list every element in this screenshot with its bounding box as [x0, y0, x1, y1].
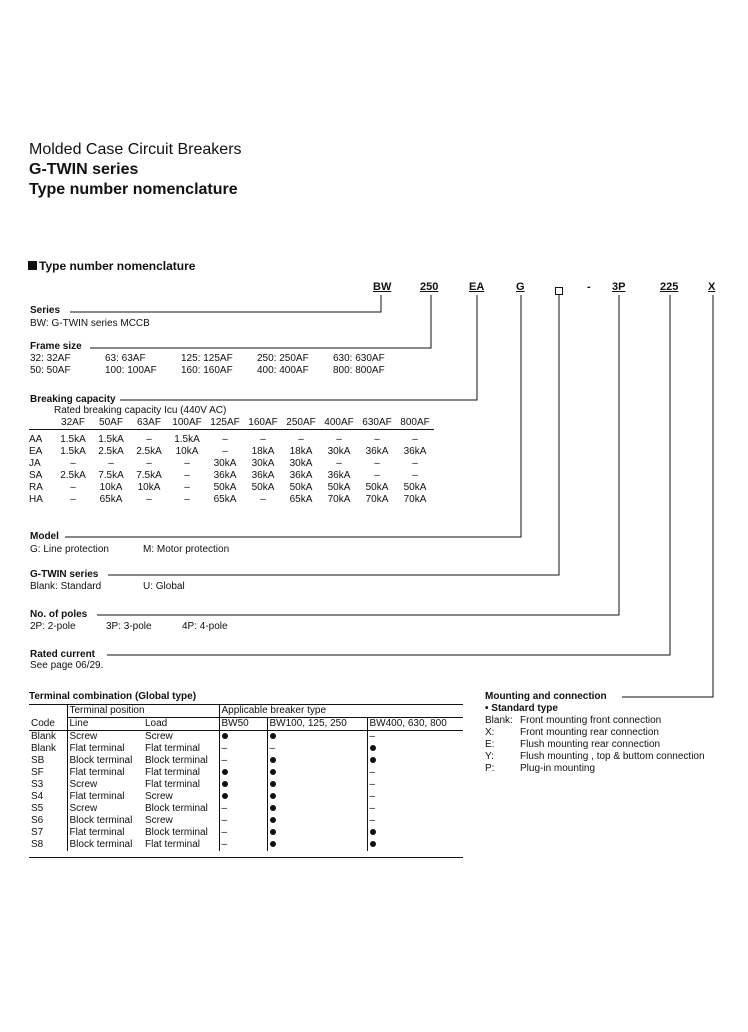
cell-code: S6 [31, 815, 44, 826]
col-header: 630AF [362, 417, 392, 428]
bw50-header: BW50 [219, 718, 267, 731]
applicable-dot-icon [267, 803, 367, 815]
model-option-m: M: Motor protection [143, 544, 230, 555]
poles-label: No. of poles [30, 609, 88, 620]
table-row [29, 827, 463, 839]
breaking-capacity-label: Breaking capacity [30, 394, 116, 405]
table-row: HA – 65kA – – 65kA – 65kA 70kA 70kA 70kA [29, 494, 427, 505]
table-row [29, 743, 463, 755]
cell-code: S8 [31, 839, 44, 850]
col-header: 250AF [286, 417, 316, 428]
mounting-key-x: X: [485, 727, 495, 738]
applicable-dot-icon [367, 743, 463, 755]
cell-line: Flat terminal [67, 827, 143, 839]
series-title: G-TWIN series [29, 161, 139, 178]
leader-series [70, 295, 381, 312]
applicable-dot-icon [367, 827, 463, 839]
code-part-model: G [516, 281, 525, 293]
terminal-table [29, 704, 463, 851]
cell-code: Blank [31, 731, 57, 742]
applicable-dot-icon [267, 779, 367, 791]
table-row: SA 2.5kA 7.5kA 7.5kA – 36kA 36kA 36kA 36kA – – [29, 470, 418, 481]
col-header: 160AF [248, 417, 278, 428]
gtwin-option-blank: Blank: Standard [30, 581, 102, 592]
applicable-dot-icon [367, 755, 463, 767]
cell-load: Screw [145, 791, 173, 802]
cell-load: Flat terminal [145, 779, 201, 790]
dot-icon [370, 745, 376, 751]
mounting-desc-e: Flush mounting rear connection [520, 739, 661, 750]
dot-icon [222, 793, 228, 799]
poles-option-4p: 4P: 4-pole [182, 621, 228, 632]
not-applicable-mark: – [219, 839, 267, 851]
mounting-desc-x: Front mounting rear connection [520, 727, 659, 738]
dot-icon [222, 733, 228, 739]
subtitle: Type number nomenclature [29, 181, 238, 198]
applicable-dot-icon [267, 731, 367, 744]
dot-icon [270, 793, 276, 799]
table-row: AA 1.5kA 1.5kA – 1.5kA – – – – – – [29, 434, 418, 445]
mounting-subtitle: • Standard type [485, 703, 558, 714]
frame-160: 160: 160AF [181, 365, 233, 376]
cell-load: Flat terminal [145, 767, 201, 778]
code-part-frame: 250 [420, 281, 439, 293]
table-row [29, 815, 463, 827]
cell-code: SB [31, 755, 45, 766]
rated-current-desc: See page 06/29. [30, 660, 104, 671]
table-row [29, 803, 463, 815]
dot-icon [370, 757, 376, 763]
code-part-mounting: X [708, 281, 716, 293]
col-header: 400AF [324, 417, 354, 428]
not-applicable-mark: – [367, 791, 463, 803]
col-header: 50AF [99, 417, 123, 428]
dot-icon [270, 841, 276, 847]
model-option-g: G: Line protection [30, 544, 109, 555]
dot-icon [370, 841, 376, 847]
mounting-key-blank: Blank: [485, 715, 513, 726]
gtwin-option-u: U: Global [143, 581, 185, 592]
series-label: Series [30, 305, 61, 316]
table-row: JA – – – – 30kA 30kA 30kA – – – [29, 458, 418, 469]
poles-option-2p: 2P: 2-pole [30, 621, 76, 632]
table-row: RA – 10kA 10kA – 50kA 50kA 50kA 50kA 50kA 50kA [29, 482, 427, 493]
section-heading: Type number nomenclature [39, 259, 196, 273]
cell-code: Blank [31, 743, 57, 754]
model-label: Model [30, 531, 59, 542]
dot-icon [222, 769, 228, 775]
mounting-key-p: P: [485, 763, 495, 774]
cell-line: Flat terminal [67, 767, 143, 779]
cell-code: S7 [31, 827, 44, 838]
frame-250: 250: 250AF [257, 353, 309, 364]
col-header: 100AF [172, 417, 202, 428]
breaking-caption: Rated breaking capacity Icu (440V AC) [54, 405, 227, 416]
dot-icon [222, 781, 228, 787]
bw100-header: BW100, 125, 250 [267, 718, 367, 731]
cell-line: Screw [67, 731, 143, 744]
mounting-desc-p: Plug-in mounting [520, 763, 596, 774]
col-header: 800AF [400, 417, 430, 428]
frame-125: 125: 125AF [181, 353, 233, 364]
table-row [29, 767, 463, 779]
cell-code: SF [31, 767, 44, 778]
code-separator: - [587, 281, 591, 293]
document-title: Molded Case Circuit Breakers [29, 141, 242, 158]
cell-code: S4 [31, 791, 44, 802]
dot-icon [270, 781, 276, 787]
cell-load: Flat terminal [145, 839, 201, 850]
applicable-dot-icon [267, 839, 367, 851]
applicable-header: Applicable breaker type [219, 705, 463, 718]
dot-icon [270, 757, 276, 763]
frame-32: 32: 32AF [30, 353, 71, 364]
dot-icon [270, 829, 276, 835]
table-row: EA 1.5kA 2.5kA 2.5kA 10kA – 18kA 18kA 30kA 36kA 36kA [29, 446, 427, 457]
dot-icon [370, 829, 376, 835]
table-row [29, 731, 463, 744]
frame-630: 630: 630AF [333, 353, 385, 364]
mounting-label: Mounting and connection [485, 691, 607, 702]
applicable-dot-icon [219, 731, 267, 744]
dot-icon [270, 733, 276, 739]
cell-load: Block terminal [145, 803, 208, 814]
cell-line: Screw [67, 803, 143, 815]
mounting-key-y: Y: [485, 751, 494, 762]
not-applicable-mark: – [219, 755, 267, 767]
dot-icon [270, 805, 276, 811]
poles-option-3p: 3P: 3-pole [106, 621, 152, 632]
frame-800: 800: 800AF [333, 365, 385, 376]
applicable-dot-icon [267, 791, 367, 803]
not-applicable-mark: – [367, 803, 463, 815]
cell-line: Flat terminal [67, 743, 143, 755]
frame-63: 63: 63AF [105, 353, 146, 364]
breaking-capacity-table [29, 405, 434, 506]
cell-load: Block terminal [145, 827, 208, 838]
cell-line: Flat terminal [67, 791, 143, 803]
mounting-desc-blank: Front mounting front connection [520, 715, 662, 726]
series-desc: BW: G-TWIN series MCCB [30, 318, 150, 329]
dot-icon [270, 817, 276, 823]
terminal-body [29, 731, 463, 852]
load-header: Load [143, 718, 219, 731]
applicable-dot-icon [219, 791, 267, 803]
applicable-dot-icon [267, 815, 367, 827]
bw400-header: BW400, 630, 800 [367, 718, 463, 731]
cell-load: Screw [145, 731, 173, 742]
cell-load: Block terminal [145, 755, 208, 766]
frame-400: 400: 400AF [257, 365, 309, 376]
rated-current-label: Rated current [30, 649, 96, 660]
cell-line: Block terminal [67, 815, 143, 827]
cell-line: Block terminal [67, 755, 143, 767]
col-header: 32AF [61, 417, 85, 428]
cell-code: S5 [31, 803, 44, 814]
not-applicable-mark: – [367, 731, 463, 744]
cell-line: Screw [67, 779, 143, 791]
applicable-dot-icon [267, 767, 367, 779]
not-applicable-mark: – [367, 779, 463, 791]
code-part-current: 225 [660, 281, 679, 293]
not-applicable-mark: – [219, 803, 267, 815]
breaking-header-row [29, 417, 434, 430]
not-applicable-mark: – [367, 767, 463, 779]
table-row [29, 755, 463, 767]
code-part-series: BW [373, 281, 392, 293]
applicable-dot-icon [267, 755, 367, 767]
cell-load: Flat terminal [145, 743, 201, 754]
cell-line: Block terminal [67, 839, 143, 851]
mounting-key-e: E: [485, 739, 495, 750]
applicable-dot-icon [367, 839, 463, 851]
frame-size-label: Frame size [30, 341, 82, 352]
code-part-breaking: EA [469, 281, 485, 293]
terminal-bottom-rule [29, 857, 463, 858]
table-row [29, 779, 463, 791]
code-header: Code [31, 718, 55, 729]
not-applicable-mark: – [219, 815, 267, 827]
cell-load: Screw [145, 815, 173, 826]
terminal-title: Terminal combination (Global type) [29, 691, 197, 702]
col-header: 63AF [137, 417, 161, 428]
leader-mounting [622, 295, 713, 697]
gtwin-series-label: G-TWIN series [30, 569, 99, 580]
applicable-dot-icon [219, 779, 267, 791]
mounting-desc-y: Flush mounting , top & buttom connection [520, 751, 705, 762]
code-part-poles: 3P [612, 281, 626, 293]
terminal-position-header: Terminal position [67, 705, 219, 718]
not-applicable-mark: – [267, 743, 367, 755]
applicable-dot-icon [219, 767, 267, 779]
dot-icon [270, 769, 276, 775]
line-header: Line [67, 718, 143, 731]
col-header: 125AF [210, 417, 240, 428]
table-row [29, 839, 463, 851]
table-row [29, 791, 463, 803]
not-applicable-mark: – [219, 743, 267, 755]
not-applicable-mark: – [367, 815, 463, 827]
frame-100: 100: 100AF [105, 365, 157, 376]
cell-code: S3 [31, 779, 44, 790]
not-applicable-mark: – [219, 827, 267, 839]
frame-50: 50: 50AF [30, 365, 71, 376]
applicable-dot-icon [267, 827, 367, 839]
